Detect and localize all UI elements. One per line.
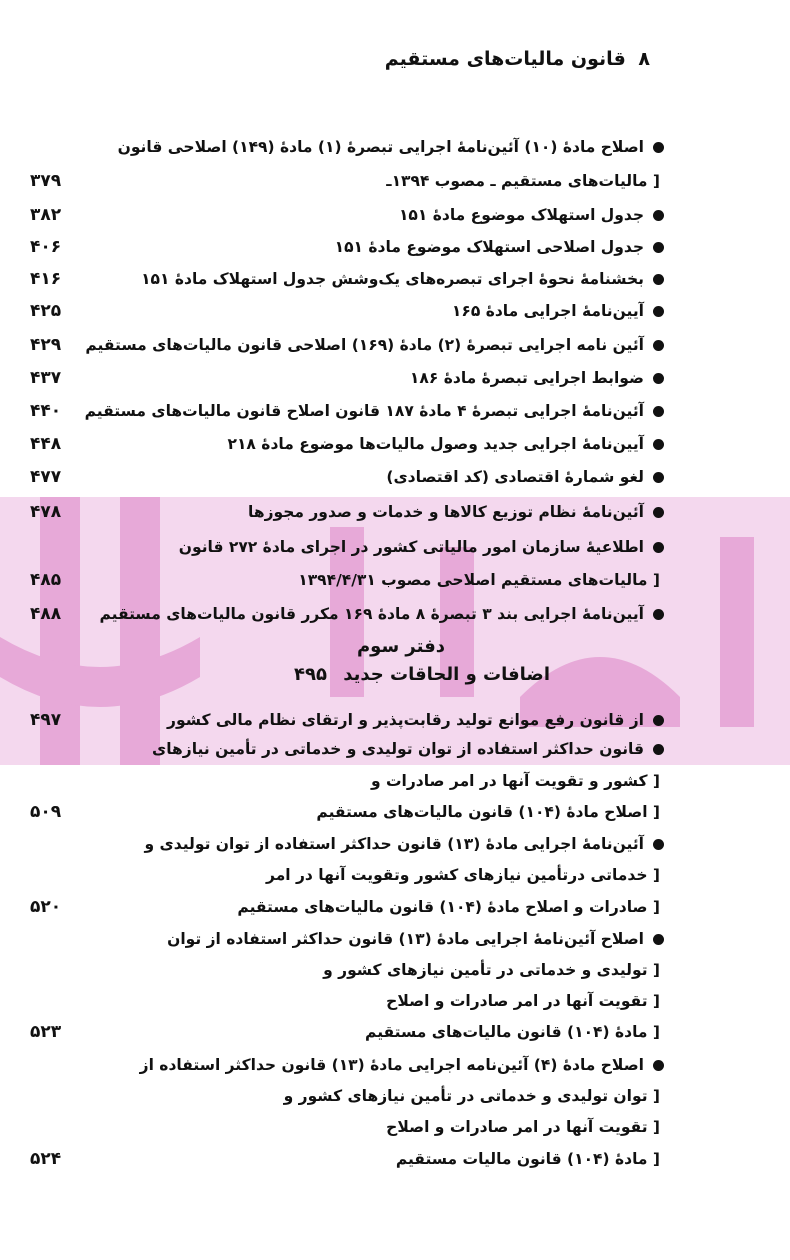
toc-entry xyxy=(0,1051,790,1079)
toc-entry-title: اطلاعیهٔ سازمان امور مالیاتی کشور در اجرای مادهٔ ۲۷۲ قانون xyxy=(178,538,644,556)
toc-entry-continuation xyxy=(0,987,790,1015)
toc-page-number: ۴۲۹ xyxy=(30,335,62,355)
toc-entry-title-line3: [ تقویت آنها در امر صادرات و اصلاح xyxy=(386,1118,660,1136)
toc-entry xyxy=(0,600,790,628)
toc-entry-continuation xyxy=(0,566,790,594)
bullet-icon xyxy=(653,507,664,518)
toc-page-number: ۴۷۷ xyxy=(30,467,62,487)
toc-page-number: ۴۸۸ xyxy=(30,604,62,624)
toc-entry-title-line3: [ صادرات و اصلاح مادهٔ (۱۰۴) قانون مالیات‌های مستقیم xyxy=(237,898,660,916)
bullet-icon xyxy=(653,142,664,153)
toc-entry xyxy=(0,830,790,858)
toc-page-number: ۵۲۳ xyxy=(30,1022,62,1042)
toc-entry xyxy=(0,533,790,561)
toc-entry xyxy=(0,397,790,425)
bullet-icon xyxy=(653,340,664,351)
bullet-icon xyxy=(653,472,664,483)
toc-entry-title: آئین‌نامهٔ اجرایی مادهٔ (۱۳) قانون حداکثر استفاده از توان تولیدی و xyxy=(144,835,644,853)
toc-page-number: ۵۲۴ xyxy=(30,1149,62,1169)
toc-entry-title: آئین نامه اجرایی تبصرهٔ (۲) مادهٔ (۱۶۹) اصلاحی قانون مالیات‌های مستقیم xyxy=(85,336,644,354)
header-page-number: ۸ xyxy=(638,48,650,70)
toc-entry xyxy=(0,706,790,734)
toc-entry-continuation xyxy=(0,1113,790,1141)
toc-entry-title-line2: [ خدماتی درتأمین نیازهای کشور وتقویت آنها در امر xyxy=(266,866,660,884)
toc-entry xyxy=(0,201,790,229)
bullet-icon xyxy=(653,439,664,450)
bullet-icon xyxy=(653,373,664,384)
toc-page-number: ۴۳۷ xyxy=(30,368,62,388)
toc-entry xyxy=(0,133,790,161)
toc-page-number: ۴۰۶ xyxy=(30,237,62,257)
toc-entry-continuation xyxy=(0,956,790,984)
bullet-icon xyxy=(653,934,664,945)
toc-entry-title: آئین‌نامهٔ اجرایی تبصرهٔ ۴ مادهٔ ۱۸۷ قانون اصلاح قانون مالیات‌های مستقیم xyxy=(84,402,644,420)
toc-entry-continuation xyxy=(0,1018,790,1046)
toc-entry-continuation xyxy=(0,798,790,826)
toc-page-number: ۴۴۸ xyxy=(30,434,62,454)
toc-entry-title: آیین‌نامهٔ اجرایی مادهٔ ۱۶۵ xyxy=(451,302,644,320)
toc-entry xyxy=(0,331,790,359)
toc-page-number: ۴۲۵ xyxy=(30,301,62,321)
toc-entry xyxy=(0,925,790,953)
page-header xyxy=(385,48,650,70)
section-subtitle xyxy=(294,664,550,685)
toc-entry-title: اصلاح مادهٔ (۴) آئین‌نامه اجرایی مادهٔ (۱۳) قانون حداکثر استفاده از xyxy=(139,1056,644,1074)
toc-entry-title: جدول اصلاحی استهلاک موضوع مادهٔ ۱۵۱ xyxy=(334,238,644,256)
toc-page-number: ۴۷۸ xyxy=(30,502,62,522)
toc-page-number: ۳۷۹ xyxy=(30,171,62,191)
toc-entry-title-line3: [ تقویت آنها در امر صادرات و اصلاح xyxy=(386,992,660,1010)
section-subtitle-text: اضافات و الحاقات جدید xyxy=(343,664,550,685)
toc-entry-title: لغو شمارهٔ اقتصادی (کد اقتصادی) xyxy=(386,468,644,486)
toc-entry-title: قانون حداکثر استفاده از توان تولیدی و خدماتی در تأمین نیازهای xyxy=(152,740,644,758)
toc-entry-title: آیین‌نامهٔ اجرایی جدید وصول مالیات‌ها موضوع مادهٔ ۲۱۸ xyxy=(227,435,644,453)
bullet-icon xyxy=(653,210,664,221)
toc-entry-title: جدول استهلاک موضوع مادهٔ ۱۵۱ xyxy=(398,206,644,224)
toc-entry-title-line2: [ توان تولیدی و خدماتی در تأمین نیازهای کشور و xyxy=(283,1087,660,1105)
section-page-number: ۴۹۵ xyxy=(293,664,327,685)
bullet-icon xyxy=(653,242,664,253)
toc-entry-title: اصلاح آئین‌نامهٔ اجرایی مادهٔ (۱۳) قانون حداکثر استفاده از توان xyxy=(167,930,644,948)
toc-entry-continuation xyxy=(0,861,790,889)
bullet-icon xyxy=(653,306,664,317)
toc-page-number: ۵۲۰ xyxy=(30,897,62,917)
toc-entry-title-line3: [ اصلاح مادهٔ (۱۰۴) قانون مالیات‌های مستقیم xyxy=(316,803,660,821)
bullet-icon xyxy=(653,1060,664,1071)
toc-page-number: ۵۰۹ xyxy=(30,802,62,822)
toc-entry xyxy=(0,233,790,261)
toc-entry-continuation xyxy=(0,767,790,795)
toc-entry-title-line2: [ مالیات‌های مستقیم ـ مصوب ۱۳۹۴ـ xyxy=(386,172,660,190)
toc-entry-title-line2: [ تولیدی و خدماتی در تأمین نیازهای کشور و xyxy=(323,961,660,979)
bullet-icon xyxy=(653,274,664,285)
toc-entry-title: ضوابط اجرایی تبصرهٔ مادهٔ ۱۸۶ xyxy=(409,369,644,387)
bullet-icon xyxy=(653,744,664,755)
bullet-icon xyxy=(653,609,664,620)
toc-entry-title-line2: [ کشور و تقویت آنها در امر صادرات و xyxy=(370,772,660,790)
toc-entry-title: آئین‌نامهٔ نظام توزیع کالاها و خدمات و صدور مجوزها xyxy=(248,503,644,521)
toc-entry-title-line4: [ مادهٔ (۱۰۴) قانون مالیات‌های مستقیم xyxy=(365,1023,660,1041)
toc-entry-title: آیین‌نامهٔ اجرایی بند ۳ تبصرهٔ ۸ مادهٔ ۱۶۹ مکرر قانون مالیات‌های مستقیم xyxy=(99,605,644,623)
toc-entry-title: اصلاح مادهٔ (۱۰) آئین‌نامهٔ اجرایی تبصرهٔ (۱) مادهٔ (۱۴۹) اصلاحی قانون xyxy=(117,138,644,156)
toc-entry xyxy=(0,297,790,325)
toc-entry-title-line2: [ مالیات‌های مستقیم اصلاحی مصوب ۱۳۹۴/۴/۳۱ xyxy=(298,571,660,589)
bullet-icon xyxy=(653,715,664,726)
toc-entry-continuation xyxy=(0,1082,790,1110)
toc-page-number: ۳۸۲ xyxy=(30,205,62,225)
toc-entry-continuation xyxy=(0,167,790,195)
toc-entry xyxy=(0,735,790,763)
toc-entry-title-line4: [ مادهٔ (۱۰۴) قانون مالیات مستقیم xyxy=(395,1150,660,1168)
toc-page-number: ۴۴۰ xyxy=(30,401,62,421)
toc-page-number: ۴۸۵ xyxy=(30,570,62,590)
header-title: قانون مالیات‌های مستقیم xyxy=(384,48,626,70)
bullet-icon xyxy=(653,406,664,417)
bullet-icon xyxy=(653,542,664,553)
toc-entry xyxy=(0,364,790,392)
toc-entry-title: از قانون رفع موانع تولید رقابت‌پذیر و ارتقای نظام مالی کشور xyxy=(167,711,644,729)
toc-entry xyxy=(0,430,790,458)
toc-page-number: ۴۹۷ xyxy=(30,710,62,730)
toc-entry xyxy=(0,265,790,293)
toc-entry-continuation xyxy=(0,1145,790,1173)
toc-entry-title: بخشنامهٔ نحوهٔ اجرای تبصره‌های یک‌وشش جدول استهلاک مادهٔ ۱۵۱ xyxy=(141,270,644,288)
section-title: دفتر سوم xyxy=(356,636,445,657)
toc-page-number: ۴۱۶ xyxy=(30,269,62,289)
toc-entry xyxy=(0,463,790,491)
bullet-icon xyxy=(653,839,664,850)
toc-entry xyxy=(0,498,790,526)
toc-entry-continuation xyxy=(0,893,790,921)
